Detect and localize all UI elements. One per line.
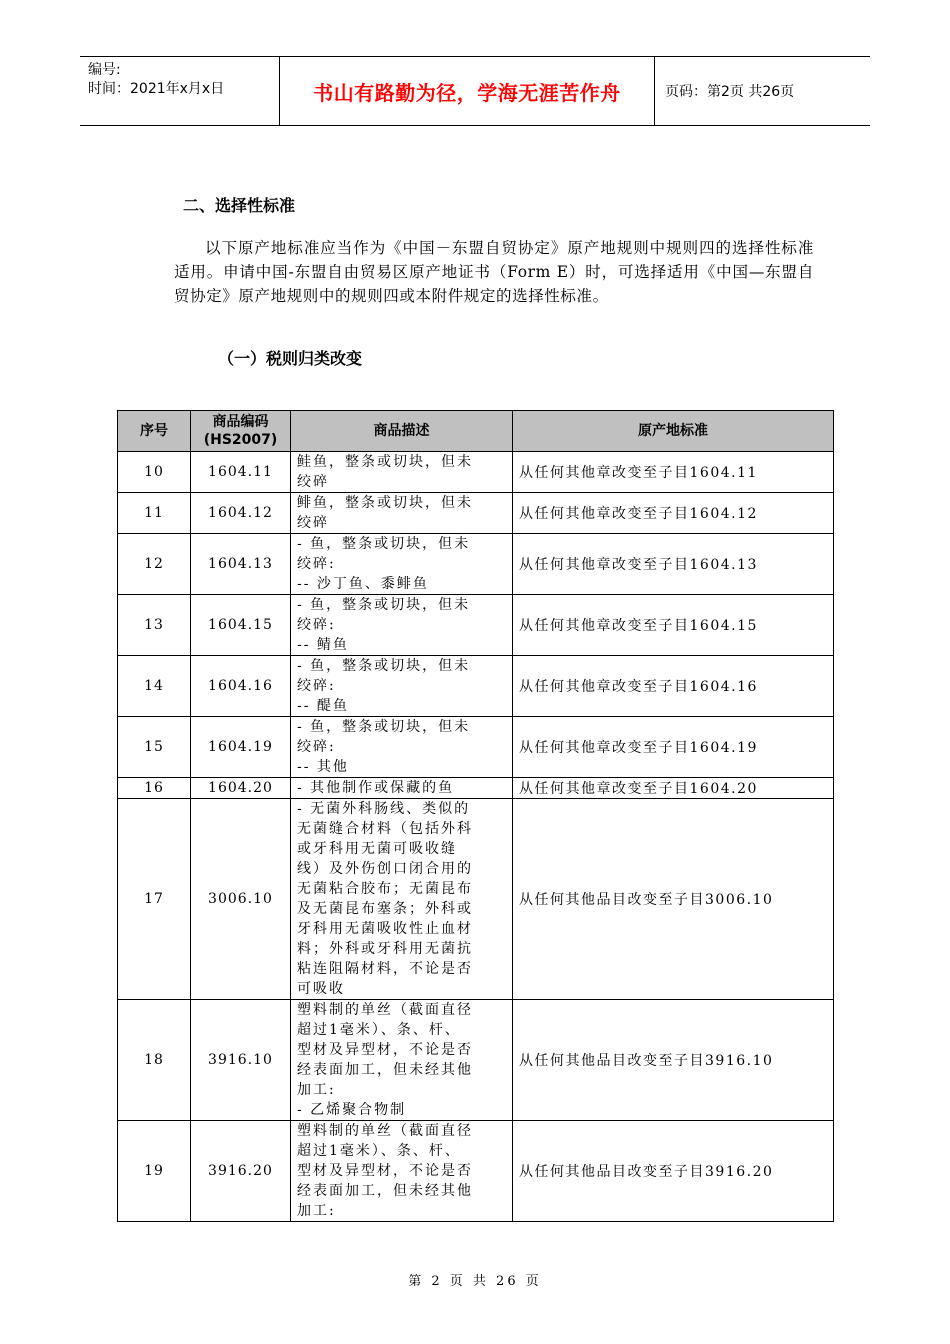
row-code: 1604.11 [191, 452, 291, 493]
header-page-info: 页码：第2页 共26页 [665, 84, 795, 100]
row-description [291, 493, 513, 534]
description-line: 料；外科或牙科用无菌抗 [297, 941, 473, 957]
row-description [291, 1121, 513, 1222]
page-header [80, 56, 870, 126]
header-desc: 商品描述 [291, 411, 513, 452]
description-line: - 鱼，整条或切块，但未 [297, 597, 471, 613]
description-line: 无菌缝合材料（包括外科 [297, 821, 473, 837]
description-line: 鲱鱼，整条或切块，但未 [297, 495, 473, 511]
description-line: 绞碎 [297, 515, 329, 531]
rules-table [117, 410, 834, 1222]
table-row [118, 493, 834, 534]
row-standard: 从任何其他章改变至子目1604.11 [513, 452, 834, 493]
table-row [118, 799, 834, 1000]
description-line: 或牙科用无菌可吸收缝 [297, 841, 457, 857]
row-standard: 从任何其他品目改变至子目3916.20 [513, 1121, 834, 1222]
description-line: 无菌粘合胶布；无菌昆布 [297, 881, 473, 897]
header-code: 商品编码(HS2007) [191, 411, 291, 452]
row-description [291, 534, 513, 595]
description-line: -- 鲭鱼 [297, 637, 349, 653]
description-line: 可吸收 [297, 981, 345, 997]
description-line: -- 其他 [297, 759, 349, 775]
description-line: 及无菌昆布塞条；外科或 [297, 901, 473, 917]
description-line: 鲑鱼，整条或切块，但未 [297, 454, 473, 470]
row-number: 19 [118, 1121, 191, 1222]
row-description [291, 778, 513, 799]
row-number: 11 [118, 493, 191, 534]
row-description [291, 717, 513, 778]
time-label: 时间：2021年x月x日 [88, 81, 225, 97]
description-line: 经表面加工，但未经其他 [297, 1062, 473, 1078]
row-code: 1604.16 [191, 656, 291, 717]
description-line: - 无菌外科肠线、类似的 [297, 801, 471, 817]
table-body [118, 452, 834, 1222]
description-line: 经表面加工，但未经其他 [297, 1183, 473, 1199]
description-line: 型材及异型材，不论是否 [297, 1163, 473, 1179]
number-label: 编号: [88, 62, 121, 78]
header-meta [80, 57, 280, 125]
row-standard: 从任何其他品目改变至子目3916.10 [513, 1000, 834, 1121]
table-row [118, 1121, 834, 1222]
description-line: - 鱼，整条或切块，但未 [297, 719, 471, 735]
row-number: 18 [118, 1000, 191, 1121]
description-line: 加工: [297, 1203, 336, 1219]
row-code: 1604.19 [191, 717, 291, 778]
row-standard: 从任何其他章改变至子目1604.13 [513, 534, 834, 595]
page-footer: 第 2 页 共 26 页 [408, 1274, 542, 1289]
row-number: 16 [118, 778, 191, 799]
description-line: 绞碎: [297, 739, 336, 755]
row-number: 12 [118, 534, 191, 595]
row-number: 10 [118, 452, 191, 493]
row-standard: 从任何其他品目改变至子目3006.10 [513, 799, 834, 1000]
table-row [118, 1000, 834, 1121]
header-motto: 书山有路勤为径，学海无涯苦作舟 [280, 57, 655, 125]
row-code: 1604.13 [191, 534, 291, 595]
intro-paragraph-text: 以下原产地标准应当作为《中国－东盟自贸协定》原产地规则中规则四的选择性标准适用。申请中国-东盟自由贸易区原产地证书（Form E）时，可选择适用《中国—东盟自贸协定》原产地规则中的规则四或本附件规定的选择性标准。 [174, 239, 814, 305]
description-line: 塑料制的单丝（截面直径 [297, 1002, 473, 1018]
row-code: 1604.15 [191, 595, 291, 656]
row-description [291, 799, 513, 1000]
row-standard: 从任何其他章改变至子目1604.16 [513, 656, 834, 717]
description-line: 绞碎: [297, 678, 336, 694]
table-header-row [118, 411, 834, 452]
description-line: - 乙烯聚合物制 [297, 1102, 407, 1118]
header-no: 序号 [118, 411, 191, 452]
table-row [118, 656, 834, 717]
row-number: 17 [118, 799, 191, 1000]
description-line: 塑料制的单丝（截面直径 [297, 1123, 473, 1139]
row-description [291, 656, 513, 717]
header-standard: 原产地标准 [513, 411, 834, 452]
table-row [118, 452, 834, 493]
description-line: 牙科用无菌吸收性止血材 [297, 921, 473, 937]
row-description [291, 1000, 513, 1121]
row-standard: 从任何其他章改变至子目1604.15 [513, 595, 834, 656]
description-line: 加工: [297, 1082, 336, 1098]
row-standard: 从任何其他章改变至子目1604.12 [513, 493, 834, 534]
row-number: 13 [118, 595, 191, 656]
description-line: 绞碎: [297, 617, 336, 633]
row-description [291, 452, 513, 493]
description-line: 线）及外伤创口闭合用的 [297, 861, 473, 877]
section-title: 二、选择性标准 [183, 196, 296, 215]
description-line: 绞碎: [297, 556, 336, 572]
description-line: 粘连阻隔材料，不论是否 [297, 961, 473, 977]
table-row [118, 717, 834, 778]
row-code: 3006.10 [191, 799, 291, 1000]
description-line: -- 醍鱼 [297, 698, 349, 714]
intro-paragraph [174, 236, 814, 308]
description-line: 超过1毫米）、条、杆、 [297, 1022, 461, 1038]
row-description [291, 595, 513, 656]
row-code: 1604.12 [191, 493, 291, 534]
row-code: 3916.20 [191, 1121, 291, 1222]
sub-title: （一）税则归类改变 [218, 349, 363, 368]
table-row [118, 778, 834, 799]
description-line: - 鱼，整条或切块，但未 [297, 536, 471, 552]
description-line: 超过1毫米）、条、杆、 [297, 1143, 461, 1159]
row-number: 14 [118, 656, 191, 717]
row-standard: 从任何其他章改变至子目1604.19 [513, 717, 834, 778]
row-code: 3916.10 [191, 1000, 291, 1121]
table-row [118, 534, 834, 595]
description-line: - 其他制作或保藏的鱼 [297, 780, 455, 796]
description-line: - 鱼，整条或切块，但未 [297, 658, 471, 674]
description-line: -- 沙丁鱼、黍鲱鱼 [297, 576, 429, 592]
row-code: 1604.20 [191, 778, 291, 799]
description-line: 绞碎 [297, 474, 329, 490]
table-row [118, 595, 834, 656]
description-line: 型材及异型材，不论是否 [297, 1042, 473, 1058]
row-standard: 从任何其他章改变至子目1604.20 [513, 778, 834, 799]
row-number: 15 [118, 717, 191, 778]
